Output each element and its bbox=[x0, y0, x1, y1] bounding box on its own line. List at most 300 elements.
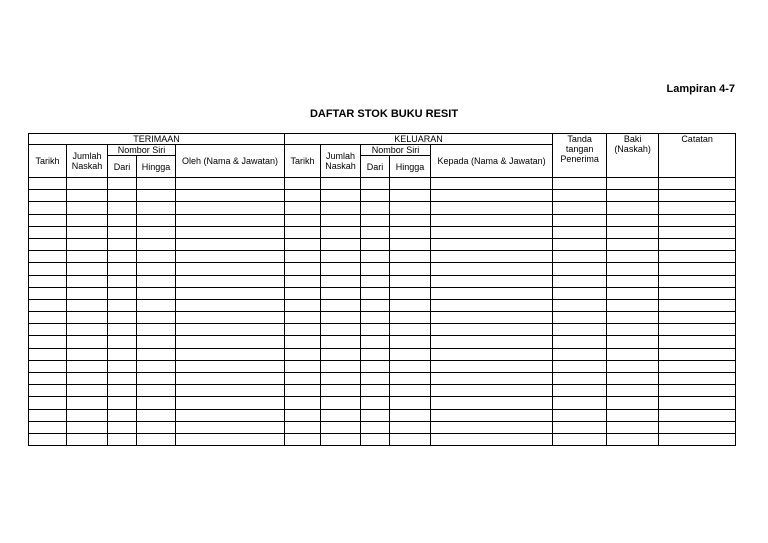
table-cell bbox=[361, 397, 390, 409]
table-cell bbox=[659, 238, 736, 250]
table-cell bbox=[553, 263, 607, 275]
table-cell bbox=[659, 348, 736, 360]
table-cell bbox=[285, 275, 321, 287]
table-cell bbox=[176, 275, 285, 287]
table-cell bbox=[659, 202, 736, 214]
table-cell bbox=[29, 214, 67, 226]
table-cell bbox=[29, 238, 67, 250]
table-cell bbox=[285, 251, 321, 263]
keluaran-hingga-header: Hingga bbox=[390, 156, 431, 178]
table-cell bbox=[108, 275, 137, 287]
table-cell bbox=[607, 433, 659, 445]
table-cell bbox=[431, 409, 553, 421]
table-cell bbox=[390, 373, 431, 385]
terimaan-hingga-header: Hingga bbox=[137, 156, 176, 178]
table-cell bbox=[607, 202, 659, 214]
table-cell bbox=[137, 299, 176, 311]
keluaran-nombor-siri-header: Nombor Siri bbox=[361, 145, 431, 156]
table-cell bbox=[29, 226, 67, 238]
table-cell bbox=[108, 348, 137, 360]
table-cell bbox=[553, 202, 607, 214]
table-cell bbox=[431, 336, 553, 348]
table-cell bbox=[29, 397, 67, 409]
table-cell bbox=[176, 214, 285, 226]
table-cell bbox=[108, 202, 137, 214]
table-cell bbox=[607, 373, 659, 385]
table-cell bbox=[361, 202, 390, 214]
table-cell bbox=[285, 360, 321, 372]
table-cell bbox=[390, 433, 431, 445]
table-cell bbox=[137, 421, 176, 433]
table-cell bbox=[607, 324, 659, 336]
table-cell bbox=[390, 421, 431, 433]
table-cell bbox=[659, 251, 736, 263]
table-cell bbox=[553, 421, 607, 433]
table-cell bbox=[553, 238, 607, 250]
table-cell bbox=[176, 433, 285, 445]
table-cell bbox=[553, 287, 607, 299]
table-cell bbox=[431, 214, 553, 226]
table-cell bbox=[108, 312, 137, 324]
table-cell bbox=[431, 348, 553, 360]
table-cell bbox=[431, 385, 553, 397]
table-cell bbox=[390, 336, 431, 348]
table-cell bbox=[176, 336, 285, 348]
table-cell bbox=[390, 324, 431, 336]
table-cell bbox=[285, 433, 321, 445]
table-row bbox=[29, 287, 736, 299]
table-cell bbox=[659, 433, 736, 445]
table-cell bbox=[390, 263, 431, 275]
table-cell bbox=[321, 251, 361, 263]
table-cell bbox=[390, 299, 431, 311]
table-row bbox=[29, 336, 736, 348]
table-cell bbox=[607, 421, 659, 433]
table-cell bbox=[176, 287, 285, 299]
table-row bbox=[29, 202, 736, 214]
table-cell bbox=[29, 312, 67, 324]
table-cell bbox=[390, 275, 431, 287]
table-cell bbox=[176, 178, 285, 190]
table-cell bbox=[321, 433, 361, 445]
table-cell bbox=[137, 385, 176, 397]
table-cell bbox=[108, 360, 137, 372]
table-cell bbox=[361, 275, 390, 287]
table-cell bbox=[285, 299, 321, 311]
table-cell bbox=[553, 373, 607, 385]
table-cell bbox=[108, 251, 137, 263]
table-cell bbox=[137, 360, 176, 372]
table-cell bbox=[607, 190, 659, 202]
table-cell bbox=[108, 190, 137, 202]
table-cell bbox=[659, 385, 736, 397]
table-cell bbox=[321, 299, 361, 311]
table-cell bbox=[108, 409, 137, 421]
table-cell bbox=[321, 287, 361, 299]
keluaran-tarikh-header: Tarikh bbox=[285, 145, 321, 178]
table-cell bbox=[659, 287, 736, 299]
terimaan-dari-header: Dari bbox=[108, 156, 137, 178]
table-cell bbox=[361, 251, 390, 263]
table-cell bbox=[67, 202, 108, 214]
table-row bbox=[29, 385, 736, 397]
table-cell bbox=[29, 299, 67, 311]
table-cell bbox=[176, 373, 285, 385]
table-cell bbox=[137, 433, 176, 445]
table-cell bbox=[67, 373, 108, 385]
table-cell bbox=[285, 421, 321, 433]
table-cell bbox=[361, 409, 390, 421]
table-cell bbox=[108, 299, 137, 311]
table-cell bbox=[321, 214, 361, 226]
table-cell bbox=[321, 312, 361, 324]
table-cell bbox=[431, 275, 553, 287]
table-cell bbox=[321, 324, 361, 336]
table-cell bbox=[29, 348, 67, 360]
table-cell bbox=[607, 214, 659, 226]
table-cell bbox=[67, 178, 108, 190]
table-cell bbox=[29, 409, 67, 421]
table-cell bbox=[108, 287, 137, 299]
table-cell bbox=[390, 360, 431, 372]
table-cell bbox=[659, 226, 736, 238]
table-cell bbox=[390, 214, 431, 226]
table-cell bbox=[431, 312, 553, 324]
table-cell bbox=[553, 360, 607, 372]
table-cell bbox=[285, 336, 321, 348]
keluaran-dari-header: Dari bbox=[361, 156, 390, 178]
table-cell bbox=[607, 336, 659, 348]
table-cell bbox=[108, 336, 137, 348]
table-cell bbox=[553, 324, 607, 336]
table-cell bbox=[659, 275, 736, 287]
table-cell bbox=[176, 263, 285, 275]
table-cell bbox=[67, 421, 108, 433]
table-cell bbox=[137, 324, 176, 336]
table-row bbox=[29, 433, 736, 445]
table-body bbox=[29, 178, 736, 446]
table-cell bbox=[431, 178, 553, 190]
table-cell bbox=[137, 178, 176, 190]
table-cell bbox=[137, 275, 176, 287]
table-cell bbox=[285, 373, 321, 385]
table-cell bbox=[361, 312, 390, 324]
table-cell bbox=[29, 433, 67, 445]
terimaan-header: TERIMAAN bbox=[29, 134, 285, 145]
table-cell bbox=[29, 421, 67, 433]
table-cell bbox=[321, 409, 361, 421]
terimaan-nombor-siri-header: Nombor Siri bbox=[108, 145, 176, 156]
table-cell bbox=[67, 238, 108, 250]
table-cell bbox=[431, 202, 553, 214]
table-cell bbox=[431, 287, 553, 299]
table-cell bbox=[137, 238, 176, 250]
table-cell bbox=[108, 226, 137, 238]
table-cell bbox=[29, 263, 67, 275]
table-row bbox=[29, 263, 736, 275]
table-cell bbox=[659, 421, 736, 433]
table-cell bbox=[176, 348, 285, 360]
table-cell bbox=[285, 190, 321, 202]
table-cell bbox=[361, 385, 390, 397]
table-cell bbox=[176, 421, 285, 433]
table-cell bbox=[321, 202, 361, 214]
table-cell bbox=[361, 178, 390, 190]
table-cell bbox=[607, 275, 659, 287]
table-cell bbox=[553, 226, 607, 238]
table-cell bbox=[607, 238, 659, 250]
table-cell bbox=[659, 324, 736, 336]
table-row bbox=[29, 421, 736, 433]
table-cell bbox=[553, 348, 607, 360]
table-cell bbox=[431, 226, 553, 238]
table-row bbox=[29, 324, 736, 336]
table-cell bbox=[431, 324, 553, 336]
table-cell bbox=[137, 226, 176, 238]
table-cell bbox=[390, 251, 431, 263]
table-cell bbox=[29, 373, 67, 385]
table-cell bbox=[137, 312, 176, 324]
table-cell bbox=[29, 190, 67, 202]
table-cell bbox=[390, 202, 431, 214]
table-cell bbox=[607, 360, 659, 372]
table-cell bbox=[390, 397, 431, 409]
table-cell bbox=[285, 385, 321, 397]
table-row bbox=[29, 226, 736, 238]
table-cell bbox=[29, 324, 67, 336]
table-cell bbox=[361, 263, 390, 275]
table-cell bbox=[553, 214, 607, 226]
table-cell bbox=[390, 190, 431, 202]
keluaran-header: KELUARAN bbox=[285, 134, 553, 145]
table-cell bbox=[321, 336, 361, 348]
table-cell bbox=[553, 312, 607, 324]
table-cell bbox=[321, 373, 361, 385]
table-cell bbox=[285, 397, 321, 409]
table-cell bbox=[108, 324, 137, 336]
table-cell bbox=[321, 385, 361, 397]
terimaan-oleh-header: Oleh (Nama & Jawatan) bbox=[176, 145, 285, 178]
table-cell bbox=[285, 324, 321, 336]
table-cell bbox=[176, 324, 285, 336]
table-cell bbox=[361, 336, 390, 348]
table-cell bbox=[67, 336, 108, 348]
table-cell bbox=[553, 336, 607, 348]
table-cell bbox=[176, 312, 285, 324]
table-cell bbox=[659, 373, 736, 385]
table-cell bbox=[67, 348, 108, 360]
table-row bbox=[29, 312, 736, 324]
table-row bbox=[29, 238, 736, 250]
tanda-tangan-header: Tanda tangan Penerima bbox=[553, 134, 607, 178]
table-cell bbox=[361, 226, 390, 238]
table-row bbox=[29, 409, 736, 421]
table-cell bbox=[431, 360, 553, 372]
table-cell bbox=[361, 348, 390, 360]
table-cell bbox=[361, 421, 390, 433]
table-cell bbox=[321, 348, 361, 360]
table-cell bbox=[108, 373, 137, 385]
table-cell bbox=[659, 190, 736, 202]
table-cell bbox=[285, 214, 321, 226]
table-cell bbox=[390, 178, 431, 190]
table-cell bbox=[67, 312, 108, 324]
stock-register-table bbox=[28, 133, 736, 446]
table-cell bbox=[361, 238, 390, 250]
table-cell bbox=[67, 324, 108, 336]
table-cell bbox=[553, 190, 607, 202]
table-cell bbox=[321, 275, 361, 287]
table-cell bbox=[321, 226, 361, 238]
table-cell bbox=[67, 226, 108, 238]
table-cell bbox=[67, 409, 108, 421]
keluaran-jumlah-header: Jumlah Naskah bbox=[321, 145, 361, 178]
table-cell bbox=[67, 385, 108, 397]
table-cell bbox=[659, 409, 736, 421]
table-cell bbox=[67, 190, 108, 202]
table-cell bbox=[553, 299, 607, 311]
table-cell bbox=[390, 312, 431, 324]
table-cell bbox=[659, 397, 736, 409]
table-cell bbox=[67, 214, 108, 226]
table-cell bbox=[659, 263, 736, 275]
table-cell bbox=[285, 178, 321, 190]
table-cell bbox=[285, 348, 321, 360]
table-cell bbox=[285, 238, 321, 250]
table-cell bbox=[431, 373, 553, 385]
table-cell bbox=[137, 202, 176, 214]
table-cell bbox=[553, 178, 607, 190]
table-cell bbox=[321, 263, 361, 275]
table-cell bbox=[390, 348, 431, 360]
table-cell bbox=[607, 287, 659, 299]
table-cell bbox=[108, 385, 137, 397]
table-row bbox=[29, 275, 736, 287]
table-cell bbox=[29, 251, 67, 263]
table-cell bbox=[390, 385, 431, 397]
table-cell bbox=[285, 287, 321, 299]
table-cell bbox=[607, 409, 659, 421]
table-cell bbox=[431, 251, 553, 263]
table-row bbox=[29, 360, 736, 372]
table-row bbox=[29, 373, 736, 385]
table-cell bbox=[553, 275, 607, 287]
table-cell bbox=[137, 373, 176, 385]
table-cell bbox=[108, 397, 137, 409]
table-cell bbox=[137, 251, 176, 263]
table-cell bbox=[361, 190, 390, 202]
table-cell bbox=[108, 178, 137, 190]
table-cell bbox=[607, 348, 659, 360]
table-cell bbox=[176, 226, 285, 238]
table-cell bbox=[431, 263, 553, 275]
table-cell bbox=[390, 409, 431, 421]
table-cell bbox=[176, 238, 285, 250]
table-cell bbox=[361, 324, 390, 336]
table-cell bbox=[108, 214, 137, 226]
table-cell bbox=[67, 360, 108, 372]
table-cell bbox=[321, 397, 361, 409]
appendix-reference: Lampiran 4-7 bbox=[666, 83, 735, 95]
terimaan-tarikh-header: Tarikh bbox=[29, 145, 67, 178]
table-cell bbox=[285, 226, 321, 238]
table-cell bbox=[659, 299, 736, 311]
document-title: DAFTAR STOK BUKU RESIT bbox=[309, 108, 459, 120]
table-cell bbox=[29, 202, 67, 214]
table-cell bbox=[137, 214, 176, 226]
table-cell bbox=[176, 190, 285, 202]
table-cell bbox=[659, 178, 736, 190]
table-cell bbox=[29, 178, 67, 190]
table-cell bbox=[659, 214, 736, 226]
table-cell bbox=[67, 287, 108, 299]
table-cell bbox=[390, 238, 431, 250]
table-cell bbox=[431, 433, 553, 445]
table-cell bbox=[176, 397, 285, 409]
table-cell bbox=[659, 336, 736, 348]
table-cell bbox=[361, 373, 390, 385]
table-cell bbox=[361, 214, 390, 226]
table-cell bbox=[431, 421, 553, 433]
table-cell bbox=[137, 397, 176, 409]
table-cell bbox=[431, 299, 553, 311]
table-cell bbox=[553, 433, 607, 445]
table-cell bbox=[361, 287, 390, 299]
table-row bbox=[29, 299, 736, 311]
table-cell bbox=[431, 397, 553, 409]
terimaan-jumlah-header: Jumlah Naskah bbox=[67, 145, 108, 178]
table-cell bbox=[321, 360, 361, 372]
keluaran-kepada-header: Kepada (Nama & Jawatan) bbox=[431, 145, 553, 178]
table-cell bbox=[285, 263, 321, 275]
table-cell bbox=[67, 433, 108, 445]
table-row bbox=[29, 397, 736, 409]
table-row bbox=[29, 190, 736, 202]
table-cell bbox=[321, 190, 361, 202]
table-cell bbox=[361, 299, 390, 311]
table-cell bbox=[607, 299, 659, 311]
table-cell bbox=[431, 190, 553, 202]
table-cell bbox=[137, 336, 176, 348]
table-cell bbox=[29, 336, 67, 348]
table-cell bbox=[607, 263, 659, 275]
table-cell bbox=[29, 287, 67, 299]
table-cell bbox=[285, 312, 321, 324]
table-cell bbox=[607, 178, 659, 190]
table-cell bbox=[108, 238, 137, 250]
table-cell bbox=[431, 238, 553, 250]
table-cell bbox=[67, 251, 108, 263]
table-cell bbox=[67, 275, 108, 287]
table-cell bbox=[553, 409, 607, 421]
table-cell bbox=[67, 263, 108, 275]
table-cell bbox=[321, 421, 361, 433]
table-cell bbox=[29, 360, 67, 372]
table-cell bbox=[553, 385, 607, 397]
table-cell bbox=[29, 385, 67, 397]
table-cell bbox=[361, 360, 390, 372]
table-cell bbox=[607, 226, 659, 238]
table-row bbox=[29, 178, 736, 190]
table-cell bbox=[659, 360, 736, 372]
table-row bbox=[29, 251, 736, 263]
table-cell bbox=[176, 385, 285, 397]
table-cell bbox=[285, 409, 321, 421]
table-cell bbox=[176, 360, 285, 372]
table-cell bbox=[321, 238, 361, 250]
table-cell bbox=[137, 287, 176, 299]
table-cell bbox=[607, 397, 659, 409]
